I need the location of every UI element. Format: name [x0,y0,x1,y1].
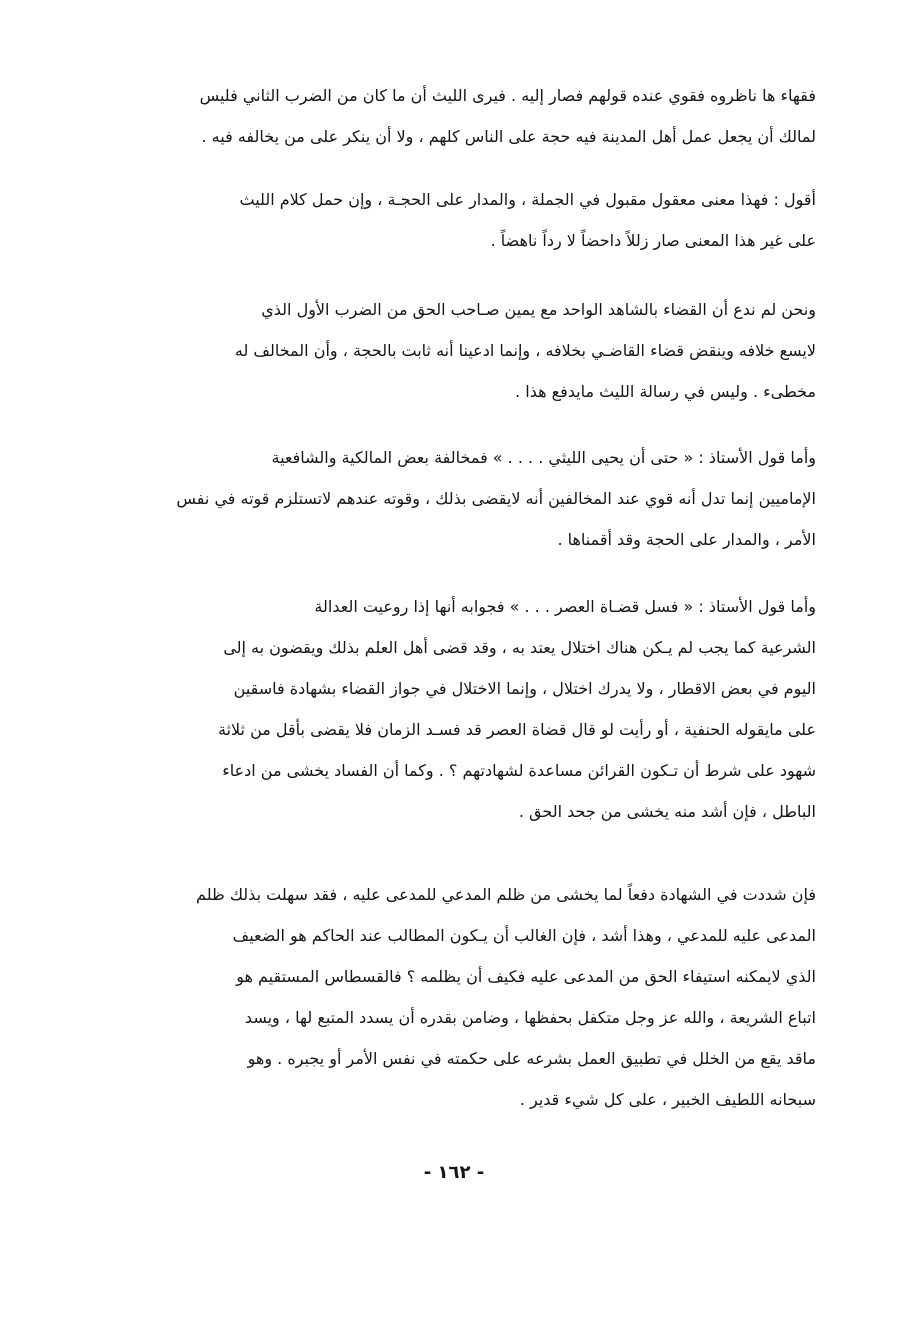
text-line: الباطل ، فإن أشد منه يخشى من جحد الحق . [518,802,816,821]
text-line: شهود على شرط أن تـكون القرائن مساعدة لشهادتهم ؟ . وكما أن الفساد يخشى من ادعاء [222,761,816,780]
paragraph-3 [92,298,816,421]
text-line: وأما قول الأستاذ : « فسل قضـاة العصر . . . » فجوابه أنها إذا روعيت العدالة [314,597,816,616]
text-line: مخطىء . وليس في رسالة الليث مايدفع هذا . [515,382,816,401]
paragraph-1 [92,84,816,166]
text-line: الشرعية كما يجب لم يـكن هناك اختلال يعتد به ، وقد قضى أهل العلم بذلك ويقضون به إلى [223,638,816,657]
text-line: ونحن لم ندع أن القضاء بالشاهد الواحد مع يمين صـاحب الحق من الضرب الأول الذي [261,300,816,319]
paragraph-2 [92,188,816,270]
text-line: الإماميين إنما تدل أنه قوي عند المخالفين أنه لايقضى بذلك ، وقوته عندهم لاتستلزم قوته في نفس [176,489,816,508]
text-line: اليوم في بعض الاقطار ، ولا يدرك اختلال ، وإنما الاختلال في جواز القضاء بشهادة فاسقين [233,679,816,698]
text-line: اتباع الشريعة ، والله عز وجل متكفل بحفظها ، وضامن بقدره أن يسدد المتبع لها ، ويسد [244,1008,816,1027]
text-line: الأمر ، والمدار على الحجة وقد أقمناها . [557,530,816,549]
page-number: - ١٦٢ - [423,1162,485,1183]
text-line: أقول : فهذا معنى معقول مقبول في الجملة ، والمدار على الحجـة ، وإن حمل كلام الليث [239,190,816,209]
paragraph-4 [92,446,816,569]
text-line: المدعى عليه للمدعي ، وهذا أشد ، فإن الغالب أن يـكون المطالب عند الحاكم هو الضعيف [232,926,816,945]
text-line: على غير هذا المعنى صار زللاً داحضاً لا رداً ناهضاً . [490,231,816,250]
text-line: لايسع خلافه وينقض قضاء القاضـي بخلافه ، وإنما ادعينا أنه ثابت بالحجة ، وأن المخالف له [234,341,816,360]
text-line: ماقد يقع من الخلل في تطبيق العمل بشرعه على حكمته في نفس الأمر أو يجبره . وهو [247,1049,816,1068]
paragraph-6 [92,883,816,1129]
text-line: فقهاء ها ناظروه فقوي عنده قولهم فصار إليه . فيرى الليث أن ما كان من الضرب الثاني فليس [199,86,816,105]
paragraph-5 [92,595,816,841]
text-line: وأما قول الأستاذ : « حتى أن يحيى الليثي . . . . » فمخالفة بعض المالكية والشافعية [271,448,816,467]
text-line: لمالك أن يجعل عمل أهل المدينة فيه حجة على الناس كلهم ، ولا أن ينكر على من يخالفه فيه . [201,127,816,146]
text-line: الذي لايمكنه استيفاء الحق من المدعى عليه فكيف أن يظلمه ؟ فالقسطاس المستقيم هو [236,967,816,986]
text-line: سبحانه اللطيف الخبير ، على كل شيء قدير . [519,1090,816,1109]
text-line: على مايقوله الحنفية ، أو رأيت لو قال قضاة العصر قد فسـد الزمان فلا يقضى بأقل من ثلاثة [217,720,816,739]
text-line: فإن شددت في الشهادة دفعاً لما يخشى من ظلم المدعي للمدعى عليه ، فقد سهلت بذلك ظلم [196,885,816,904]
